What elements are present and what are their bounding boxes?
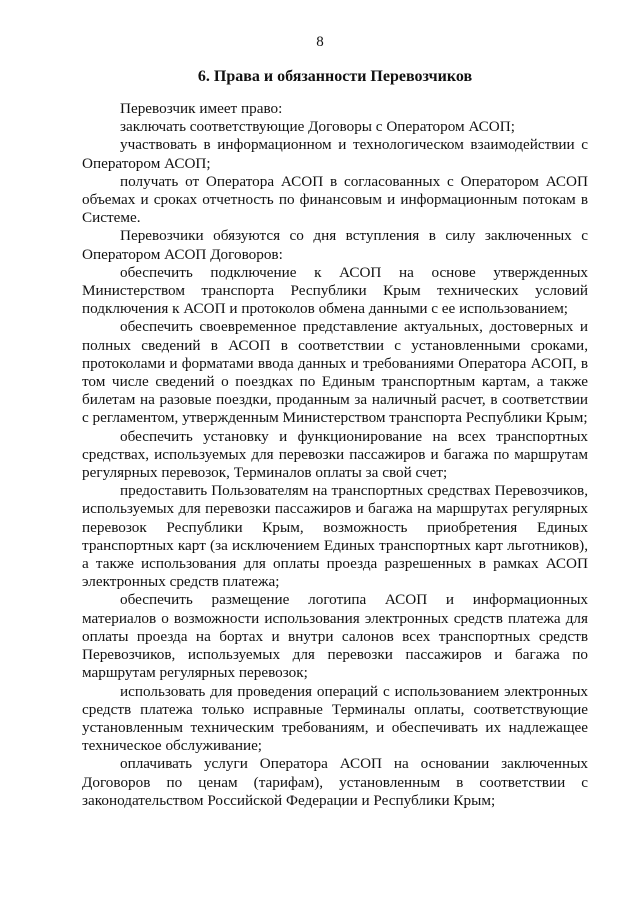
paragraph-right-contracts: заключать соответствующие Договоры с Оператором АСОП; — [120, 118, 515, 136]
paragraph-obligation-logo: обеспечить размещение логотипа АСОП и информационных материалов о возможности использования электронных средств платежа для оплаты проезда на бортах и внутри салонов всех транспортных средств Перевозчиков, используемых для перевозки пассажиров и багажа по маршрутам регулярных перевозок; — [82, 591, 588, 682]
paragraph-obligation-cards: предоставить Пользователям на транспортных средствах Перевозчиков, используемых для перевозки пассажиров и багажа на маршрутах регулярных перевозок Республики Крым, возможность приобретения Единых транспортных карт (за исключением Единых транспортных карт льготников), а также использования для оплаты проезда разрешенных в рамках АСОП электронных средств платежа; — [82, 482, 588, 591]
paragraph-obligation-data: обеспечить своевременное представление актуальных, достоверных и полных сведений в АСОП в соответствии с установленными сроками, протоколами и форматами ввода данных и требованиями Оператора АСОП, в том числе сведений о поездках по Единым транспортным картам, а также билетам на разовые поездки, проданным за наличный расчет, в соответствии с регламентом, утвержденным Министерством транспорта Республики Крым; — [82, 318, 588, 427]
paragraph-obligation-payment: оплачивать услуги Оператора АСОП на основании заключенных Договоров по ценам (тарифам), установленным в соответствии с законодательством Российской Федерации и Республики Крым; — [82, 755, 588, 809]
paragraph-right-interaction: участвовать в информационном и технологическом взаимодействии с Оператором АСОП; — [82, 136, 588, 172]
paragraph-obligation-terminal-use: использовать для проведения операций с использованием электронных средств платежа только исправные Терминалы оплаты, соответствующие установленным техническим требованиям, и обеспечивать их надлежащее техническое обслуживание; — [82, 682, 588, 755]
paragraph-carrier-rights-intro: Перевозчик имеет право: — [120, 100, 283, 117]
paragraph-obligations-intro: Перевозчики обязуются со дня вступления в силу заключенных с Оператором АСОП Договоров: — [82, 227, 588, 263]
paragraph-obligation-terminals: обеспечить установку и функционирование на всех транспортных средствах, используемых для перевозки пассажиров и багажа по маршрутам регулярных перевозок, Терминалов оплаты за свой счет; — [82, 427, 588, 482]
paragraph-right-reporting: получать от Оператора АСОП в согласованных с Оператором АСОП объемах и сроках отчетность по финансовым и информационным потокам в Системе. — [82, 172, 588, 227]
paragraph-obligation-connection: обеспечить подключение к АСОП на основе утвержденных Министерством транспорта Республики Крым технических условий подключения к АСОП и протоколов обмена данными с ее использованием; — [82, 263, 588, 318]
section-body — [82, 100, 588, 810]
section-heading: 6. Права и обязанности Перевозчиков — [197, 68, 473, 85]
page-number: 8 — [316, 34, 324, 50]
